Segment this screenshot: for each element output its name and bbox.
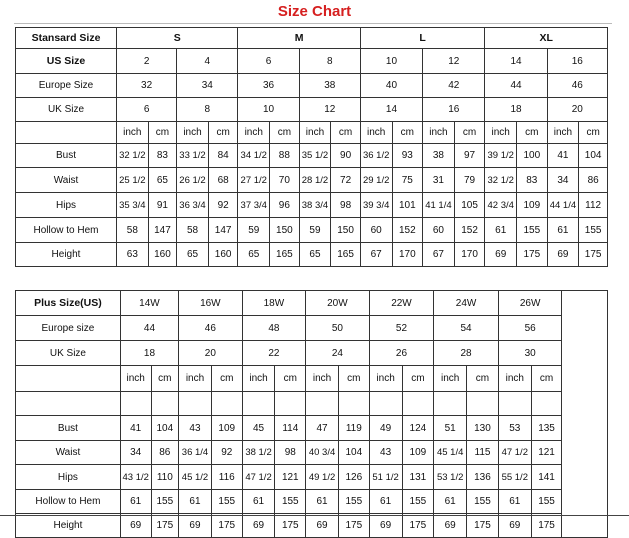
measure-value: 110: [151, 465, 179, 490]
measure-value: 69: [485, 243, 517, 267]
plus-uk-size-value: 20: [179, 341, 243, 366]
unit-cm: cm: [517, 122, 548, 144]
measure-value: 69: [498, 514, 531, 538]
unit-inch: inch: [120, 366, 151, 392]
spacer-cell: [242, 392, 275, 416]
measure-value: 41: [547, 144, 579, 168]
measure-value: 59: [299, 218, 331, 243]
measure-value: 36 1/4: [179, 441, 212, 465]
measure-value: 147: [148, 218, 177, 243]
measure-value: 90: [331, 144, 361, 168]
measure-value: 155: [402, 490, 434, 514]
unit-cm: cm: [531, 366, 562, 392]
measure-value: 100: [517, 144, 548, 168]
measure-value: 34 1/2: [238, 144, 270, 168]
measure-value: 160: [148, 243, 177, 267]
measure-value: 96: [270, 193, 300, 218]
measure-value: 165: [270, 243, 300, 267]
measure-value: 114: [275, 416, 306, 441]
measure-value: 69: [242, 514, 275, 538]
spacer-cell: [498, 392, 531, 416]
measure-value: 36 3/4: [177, 193, 209, 218]
measure-value: 61: [434, 490, 467, 514]
uk-size-value: 16: [423, 98, 485, 122]
measure-value: 29 1/2: [360, 168, 392, 193]
unit-inch: inch: [485, 122, 517, 144]
measure-value: 61: [369, 490, 402, 514]
measure-value: 61: [547, 218, 579, 243]
europe-size-value: 36: [238, 74, 299, 98]
plus-size-corner: Plus Size(US): [16, 291, 121, 316]
measure-value: 26 1/2: [177, 168, 209, 193]
spacer-cell: [151, 392, 179, 416]
measure-value: 104: [338, 441, 369, 465]
uk-size-value: 8: [177, 98, 238, 122]
plus-uk-size-value: 18: [120, 341, 178, 366]
measure-value: 25 1/2: [117, 168, 149, 193]
unit-inch: inch: [242, 366, 275, 392]
measure-value: 60: [360, 218, 392, 243]
plus-europe-size-row: [16, 316, 608, 341]
units-blank: [16, 122, 117, 144]
measure-value: 115: [467, 441, 499, 465]
measure-value: 69: [120, 514, 151, 538]
measure-value: 51 1/2: [369, 465, 402, 490]
size-group-xl: XL: [485, 28, 608, 49]
plus-measure-label-waist: Waist: [16, 441, 121, 465]
measure-value: 126: [338, 465, 369, 490]
spacer-cell: [120, 392, 151, 416]
measure-value: 41: [120, 416, 151, 441]
plus-measure-label-hips: Hips: [16, 465, 121, 490]
measure-value: 31: [423, 168, 455, 193]
measure-row-waist: [16, 168, 608, 193]
measure-value: 155: [338, 490, 369, 514]
measure-value: 160: [208, 243, 238, 267]
plus-uk-size-value: 24: [306, 341, 370, 366]
measure-value: 175: [517, 243, 548, 267]
plus-measure-label-height: Height: [16, 514, 121, 538]
spacer-cell: [179, 392, 212, 416]
plus-size-26w: 26W: [498, 291, 562, 316]
measure-value: 131: [402, 465, 434, 490]
measure-value: 51: [434, 416, 467, 441]
uk-size-label: UK Size: [16, 98, 117, 122]
plus-uk-size-value: 30: [498, 341, 562, 366]
spacer-cell: [434, 392, 467, 416]
measure-value: 65: [177, 243, 209, 267]
uk-size-value: 10: [238, 98, 299, 122]
measure-value: 65: [238, 243, 270, 267]
measure-value: 36 1/2: [360, 144, 392, 168]
measure-value: 43: [179, 416, 212, 441]
measure-value: 40 3/4: [306, 441, 339, 465]
measure-value: 155: [211, 490, 242, 514]
uk-size-value: 20: [547, 98, 607, 122]
measure-value: 170: [454, 243, 485, 267]
size-group-m: M: [238, 28, 360, 49]
measure-value: 47 1/2: [498, 441, 531, 465]
measure-value: 121: [531, 441, 562, 465]
measure-value: 98: [331, 193, 361, 218]
measure-value: 47: [306, 416, 339, 441]
measure-value: 175: [579, 243, 608, 267]
plus-measure-row-hollow-to-hem: [16, 490, 608, 514]
spacer-cell: [338, 392, 369, 416]
measure-value: 175: [211, 514, 242, 538]
spacer-cell: [306, 392, 339, 416]
measure-value: 109: [517, 193, 548, 218]
measure-value: 35 3/4: [117, 193, 149, 218]
europe-size-label: Europe Size: [16, 74, 117, 98]
europe-size-value: 42: [423, 74, 485, 98]
measure-value: 155: [531, 490, 562, 514]
measure-value: 88: [270, 144, 300, 168]
us-size-value: 6: [238, 49, 299, 74]
measure-value: 61: [306, 490, 339, 514]
size-group-l: L: [360, 28, 485, 49]
unit-inch: inch: [423, 122, 455, 144]
measure-value: 165: [331, 243, 361, 267]
europe-size-row: [16, 74, 608, 98]
measure-value: 45 1/2: [179, 465, 212, 490]
unit-cm: cm: [275, 366, 306, 392]
unit-inch: inch: [177, 122, 209, 144]
spacer-cell: [211, 392, 242, 416]
measure-value: 27 1/2: [238, 168, 270, 193]
measure-value: 86: [579, 168, 608, 193]
measure-value: 155: [467, 490, 499, 514]
unit-inch: inch: [434, 366, 467, 392]
measure-value: 49: [369, 416, 402, 441]
unit-cm: cm: [148, 122, 177, 144]
measure-value: 109: [211, 416, 242, 441]
measure-row-hips: [16, 193, 608, 218]
plus-europe-size-value: 48: [242, 316, 306, 341]
plus-measure-row-bust: [16, 416, 608, 441]
unit-inch: inch: [360, 122, 392, 144]
unit-cm: cm: [392, 122, 423, 144]
europe-size-value: 34: [177, 74, 238, 98]
plus-units-row: [16, 366, 608, 392]
unit-inch: inch: [369, 366, 402, 392]
uk-size-value: 18: [485, 98, 547, 122]
unit-inch: inch: [547, 122, 579, 144]
measure-value: 175: [338, 514, 369, 538]
measure-value: 61: [242, 490, 275, 514]
europe-size-value: 46: [547, 74, 607, 98]
measure-value: 38: [423, 144, 455, 168]
measure-row-height: [16, 243, 608, 267]
measure-value: 60: [423, 218, 455, 243]
measure-value: 45: [242, 416, 275, 441]
measure-value: 175: [467, 514, 499, 538]
measure-value: 84: [208, 144, 238, 168]
size-group-s: S: [117, 28, 238, 49]
plus-europe-size-label: Europe size: [16, 316, 121, 341]
measure-value: 69: [179, 514, 212, 538]
measure-value: 83: [148, 144, 177, 168]
unit-inch: inch: [117, 122, 149, 144]
measure-value: 155: [579, 218, 608, 243]
unit-cm: cm: [211, 366, 242, 392]
us-size-value: 8: [299, 49, 360, 74]
empty-side-cell: [562, 291, 608, 538]
measure-value: 35 1/2: [299, 144, 331, 168]
plus-uk-size-value: 28: [434, 341, 499, 366]
plus-europe-size-value: 44: [120, 316, 178, 341]
measure-value: 175: [151, 514, 179, 538]
standard-size-table: [15, 27, 608, 267]
measure-row-hollow-to-hem: [16, 218, 608, 243]
plus-size-table: [15, 290, 608, 538]
table-header-row: [16, 28, 608, 49]
europe-size-value: 38: [299, 74, 360, 98]
size-chart-title: Size Chart: [277, 3, 352, 20]
plus-europe-size-value: 46: [179, 316, 243, 341]
measure-value: 47 1/2: [242, 465, 275, 490]
measure-value: 97: [454, 144, 485, 168]
unit-inch: inch: [179, 366, 212, 392]
measure-value: 121: [275, 465, 306, 490]
measure-value: 155: [517, 218, 548, 243]
unit-cm: cm: [270, 122, 300, 144]
unit-inch: inch: [498, 366, 531, 392]
measure-value: 91: [148, 193, 177, 218]
unit-cm: cm: [454, 122, 485, 144]
measure-value: 44 1/4: [547, 193, 579, 218]
measure-value: 150: [270, 218, 300, 243]
measure-label-hips: Hips: [16, 193, 117, 218]
measure-value: 42 3/4: [485, 193, 517, 218]
measure-value: 119: [338, 416, 369, 441]
measure-value: 53: [498, 416, 531, 441]
measure-value: 65: [148, 168, 177, 193]
plus-size-22w: 22W: [369, 291, 434, 316]
measure-value: 112: [579, 193, 608, 218]
plus-spacer-row: [16, 392, 608, 416]
measure-value: 67: [423, 243, 455, 267]
measure-value: 69: [369, 514, 402, 538]
measure-value: 155: [151, 490, 179, 514]
measure-value: 34: [547, 168, 579, 193]
measure-value: 152: [392, 218, 423, 243]
unit-cm: cm: [402, 366, 434, 392]
measure-value: 61: [179, 490, 212, 514]
units-row: [16, 122, 608, 144]
measure-value: 63: [117, 243, 149, 267]
plus-europe-size-value: 56: [498, 316, 562, 341]
spacer-cell: [467, 392, 499, 416]
uk-size-value: 6: [117, 98, 177, 122]
measure-value: 53 1/2: [434, 465, 467, 490]
measure-value: 152: [454, 218, 485, 243]
measure-value: 69: [434, 514, 467, 538]
measure-value: 33 1/2: [177, 144, 209, 168]
measure-value: 147: [208, 218, 238, 243]
measure-value: 38 3/4: [299, 193, 331, 218]
us-size-row: [16, 49, 608, 74]
plus-uk-size-label: UK Size: [16, 341, 121, 366]
plus-size-24w: 24W: [434, 291, 499, 316]
plus-size-18w: 18W: [242, 291, 306, 316]
measure-value: 104: [151, 416, 179, 441]
plus-size-20w: 20W: [306, 291, 370, 316]
unit-inch: inch: [238, 122, 270, 144]
europe-size-value: 44: [485, 74, 547, 98]
plus-measure-row-waist: [16, 441, 608, 465]
uk-size-row: [16, 98, 608, 122]
uk-size-value: 12: [299, 98, 360, 122]
measure-value: 28 1/2: [299, 168, 331, 193]
measure-value: 92: [211, 441, 242, 465]
measure-value: 105: [454, 193, 485, 218]
europe-size-value: 40: [360, 74, 422, 98]
measure-value: 98: [275, 441, 306, 465]
measure-value: 58: [117, 218, 149, 243]
measure-value: 49 1/2: [306, 465, 339, 490]
measure-value: 58: [177, 218, 209, 243]
spacer-cell: [275, 392, 306, 416]
measure-value: 124: [402, 416, 434, 441]
measure-value: 61: [485, 218, 517, 243]
measure-value: 83: [517, 168, 548, 193]
measure-value: 70: [270, 168, 300, 193]
us-size-value: 4: [177, 49, 238, 74]
measure-value: 79: [454, 168, 485, 193]
measure-value: 43 1/2: [120, 465, 151, 490]
measure-value: 101: [392, 193, 423, 218]
us-size-value: 14: [485, 49, 547, 74]
unit-cm: cm: [331, 122, 361, 144]
spacer-blank: [16, 392, 121, 416]
europe-size-value: 32: [117, 74, 177, 98]
measure-value: 141: [531, 465, 562, 490]
spacer-cell: [531, 392, 562, 416]
measure-value: 92: [208, 193, 238, 218]
uk-size-value: 14: [360, 98, 422, 122]
us-size-value: 16: [547, 49, 607, 74]
measure-value: 61: [498, 490, 531, 514]
plus-uk-size-value: 22: [242, 341, 306, 366]
measure-value: 86: [151, 441, 179, 465]
measure-value: 32 1/2: [485, 168, 517, 193]
standard-size-corner: Stansard Size: [16, 28, 117, 49]
measure-value: 61: [120, 490, 151, 514]
measure-value: 170: [392, 243, 423, 267]
plus-uk-size-value: 26: [369, 341, 434, 366]
measure-value: 155: [275, 490, 306, 514]
measure-value: 75: [392, 168, 423, 193]
us-size-value: 10: [360, 49, 422, 74]
measure-value: 65: [299, 243, 331, 267]
spacer-cell: [369, 392, 402, 416]
plus-measure-row-hips: [16, 465, 608, 490]
plus-size-14w: 14W: [120, 291, 178, 316]
plus-measure-row-height: [16, 514, 608, 538]
measure-value: 175: [275, 514, 306, 538]
us-size-value: 12: [423, 49, 485, 74]
plus-size-16w: 16W: [179, 291, 243, 316]
measure-value: 72: [331, 168, 361, 193]
measure-value: 59: [238, 218, 270, 243]
plus-europe-size-value: 52: [369, 316, 434, 341]
unit-cm: cm: [208, 122, 238, 144]
measure-row-bust: [16, 144, 608, 168]
measure-value: 104: [579, 144, 608, 168]
measure-value: 34: [120, 441, 151, 465]
measure-value: 38 1/2: [242, 441, 275, 465]
measure-value: 45 1/4: [434, 441, 467, 465]
plus-measure-label-bust: Bust: [16, 416, 121, 441]
measure-label-waist: Waist: [16, 168, 117, 193]
measure-value: 135: [531, 416, 562, 441]
measure-value: 150: [331, 218, 361, 243]
measure-value: 69: [306, 514, 339, 538]
unit-inch: inch: [306, 366, 339, 392]
measure-value: 136: [467, 465, 499, 490]
measure-value: 37 3/4: [238, 193, 270, 218]
measure-value: 175: [531, 514, 562, 538]
measure-value: 55 1/2: [498, 465, 531, 490]
plus-uk-size-row: [16, 341, 608, 366]
unit-cm: cm: [151, 366, 179, 392]
measure-label-height: Height: [16, 243, 117, 267]
us-size-value: 2: [117, 49, 177, 74]
measure-value: 109: [402, 441, 434, 465]
units-blank: [16, 366, 121, 392]
measure-value: 39 1/2: [485, 144, 517, 168]
measure-value: 116: [211, 465, 242, 490]
plus-measure-label-hollow-to-hem: Hollow to Hem: [16, 490, 121, 514]
spacer-cell: [402, 392, 434, 416]
measure-value: 69: [547, 243, 579, 267]
measure-value: 93: [392, 144, 423, 168]
measure-value: 41 1/4: [423, 193, 455, 218]
measure-label-bust: Bust: [16, 144, 117, 168]
us-size-label: US Size: [16, 49, 117, 74]
measure-value: 43: [369, 441, 402, 465]
unit-cm: cm: [338, 366, 369, 392]
measure-value: 32 1/2: [117, 144, 149, 168]
unit-inch: inch: [299, 122, 331, 144]
measure-value: 175: [402, 514, 434, 538]
plus-europe-size-value: 54: [434, 316, 499, 341]
measure-label-hollow-to-hem: Hollow to Hem: [16, 218, 117, 243]
title-divider: [14, 23, 612, 24]
bottom-divider: [0, 515, 629, 516]
unit-cm: cm: [467, 366, 499, 392]
measure-value: 68: [208, 168, 238, 193]
measure-value: 67: [360, 243, 392, 267]
plus-europe-size-value: 50: [306, 316, 370, 341]
unit-cm: cm: [579, 122, 608, 144]
measure-value: 130: [467, 416, 499, 441]
plus-header-row: [16, 291, 608, 316]
measure-value: 39 3/4: [360, 193, 392, 218]
